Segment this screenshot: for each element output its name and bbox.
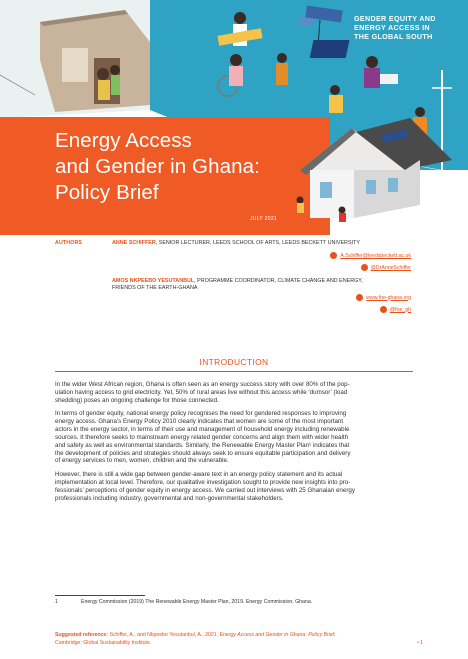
section-divider bbox=[55, 371, 413, 372]
text-line: actors in the energy sector, in terms of their use and management of household energy including renewable bbox=[55, 425, 350, 433]
twitter-icon bbox=[361, 264, 368, 271]
author-2-web-text[interactable]: www.foe-ghana.org bbox=[366, 294, 411, 301]
suggested-reference bbox=[55, 631, 425, 647]
author-1-twitter-text[interactable]: @DrAnneSchiffer bbox=[370, 264, 411, 271]
series-banner bbox=[354, 14, 454, 41]
banner-line: GENDER EQUITY AND bbox=[354, 14, 436, 23]
text-line: shedding) poses an ongoing challenge for those connected. bbox=[55, 396, 219, 404]
authors-label: AUTHORS bbox=[55, 240, 83, 246]
reference-title: Energy Access and Gender in Ghana: Policy Brief. bbox=[219, 632, 336, 638]
page-title bbox=[55, 128, 260, 206]
title-line: Energy Access bbox=[55, 129, 192, 152]
author-2-role-line2: FRIENDS OF THE EARTH-GHANA bbox=[112, 285, 198, 291]
web-icon bbox=[356, 294, 363, 301]
author-2 bbox=[112, 278, 363, 292]
reference-label: Suggested reference: bbox=[55, 632, 109, 638]
hero-illustration bbox=[0, 0, 468, 240]
reference-authors: Schiffer, A., and Nkpeebo Yesutanbul, A., 2021. bbox=[108, 632, 220, 638]
author-1-name: ANNE SCHIFFER bbox=[112, 240, 156, 246]
author-1-twitter[interactable] bbox=[361, 264, 411, 271]
text-line: the development of policies and strategies should always seek to ensure equitable participation and delivery bbox=[55, 449, 351, 457]
banner-line: THE GLOBAL SOUTH bbox=[354, 32, 433, 41]
page-number: • 1 bbox=[417, 640, 423, 646]
text-line: ulation having access to grid electricity. Yet, 50% of rural areas live without this access while ‘dumsor’ (load bbox=[55, 388, 348, 396]
author-2-web[interactable] bbox=[356, 294, 411, 301]
twitter-icon bbox=[380, 306, 387, 313]
paragraph-2 bbox=[55, 410, 413, 465]
title-line: Policy Brief bbox=[55, 181, 159, 204]
banner-line: ENERGY ACCESS IN bbox=[354, 23, 430, 32]
author-1-role: , SENIOR LECTURER, LEEDS SCHOOL OF ARTS, LEEDS BECKETT UNIVERSITY bbox=[155, 240, 360, 246]
text-line: of energy services to men, women, children and the vulnerable. bbox=[55, 457, 229, 465]
publication-date: JULY 2021 bbox=[250, 216, 277, 222]
text-line: sources. It therefore seeks to mainstream energy related gender concerns and align them with wider health bbox=[55, 433, 349, 441]
author-1 bbox=[112, 240, 360, 247]
text-line: In the wider West African region, Ghana is often seen as an energy success story with over 80% of the pop- bbox=[55, 381, 350, 388]
section-heading: INTRODUCTION bbox=[199, 357, 269, 367]
text-line: fessionals’ perceptions of gender equity in energy access. We carried out interviews with 25 Ghanaian energy bbox=[55, 486, 355, 494]
text-line: However, there is still a wide gap between gender-aware text in an energy policy statement and its actual bbox=[55, 471, 343, 478]
text-line: professionals including industry, governmental and non-governmental stakeholders. bbox=[55, 494, 284, 502]
text-line: In terms of gender equity, national energy policy recognises the need for gendered responses to improving bbox=[55, 410, 347, 417]
text-line: implementation at local level. Therefore, our qualitative investigation sought to provide new insights into pro- bbox=[55, 478, 351, 486]
author-2-name: AMOS NKPEEBO YESUTANBUL bbox=[112, 278, 195, 284]
text-line: and safety as well as environmental standards. Similarly, the Renewable Energy Master Plan¹ indicates that bbox=[55, 441, 350, 449]
reference-publisher: Cambridge: Global Sustainability Institute. bbox=[55, 640, 152, 646]
author-2-twitter-text[interactable]: @foe_gh bbox=[389, 306, 411, 313]
paragraph-1 bbox=[55, 381, 413, 405]
author-2-twitter[interactable] bbox=[380, 306, 411, 313]
footnote-number: 1 bbox=[55, 599, 58, 605]
footnote-text: Energy Commission (2019) The Renewable Energy Master Plan, 2019. Energy Commission, Ghana. bbox=[81, 599, 313, 605]
footnote bbox=[55, 599, 312, 605]
author-2-role: , PROGRAMME COORDINATOR, CLIMATE CHANGE AND ENERGY, bbox=[194, 278, 363, 284]
title-line: and Gender in Ghana: bbox=[55, 155, 260, 178]
author-1-email-text[interactable]: A.Schiffer@leedsbeckett.ac.uk bbox=[340, 252, 411, 259]
text-line: energy access. Ghana’s Energy Policy 2010 clearly indicates that women are some of the most important bbox=[55, 417, 344, 425]
author-1-email[interactable] bbox=[330, 252, 411, 259]
footnote-divider bbox=[55, 595, 145, 596]
paragraph-3 bbox=[55, 471, 413, 503]
email-icon bbox=[330, 252, 337, 259]
